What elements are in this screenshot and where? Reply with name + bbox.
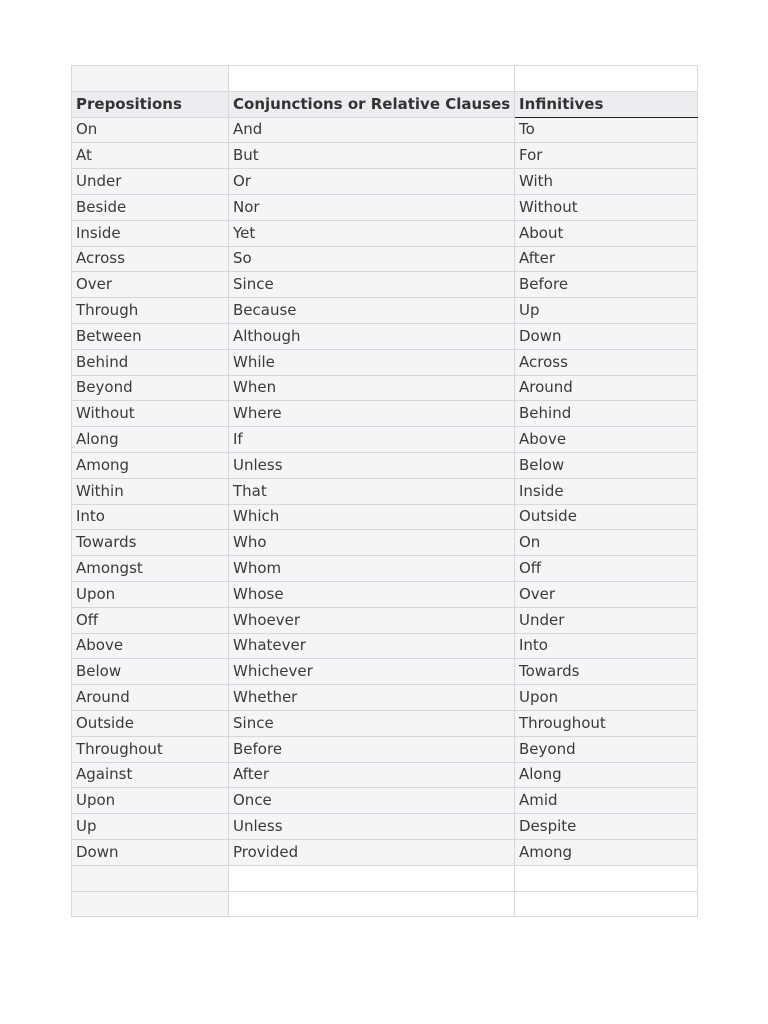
conjunction-cell[interactable]: Unless xyxy=(229,452,515,478)
preposition-cell[interactable]: Amongst xyxy=(72,556,229,582)
conjunction-cell[interactable]: If xyxy=(229,427,515,453)
conjunction-cell[interactable]: After xyxy=(229,762,515,788)
conjunction-cell[interactable]: Whoever xyxy=(229,607,515,633)
preposition-cell[interactable]: Inside xyxy=(72,220,229,246)
conjunction-cell[interactable]: Because xyxy=(229,298,515,324)
table-row xyxy=(72,607,698,633)
preposition-cell[interactable]: Outside xyxy=(72,710,229,736)
conjunction-cell[interactable]: Provided xyxy=(229,839,515,865)
infinitive-cell[interactable]: Before xyxy=(515,272,698,298)
conjunction-cell[interactable]: Who xyxy=(229,530,515,556)
conjunction-cell[interactable]: Before xyxy=(229,736,515,762)
conjunction-cell[interactable]: Which xyxy=(229,504,515,530)
infinitive-cell[interactable]: Above xyxy=(515,427,698,453)
conjunction-cell[interactable]: Or xyxy=(229,169,515,195)
infinitive-cell[interactable]: Upon xyxy=(515,685,698,711)
preposition-cell[interactable]: Along xyxy=(72,427,229,453)
table-row xyxy=(72,349,698,375)
infinitive-cell[interactable]: Off xyxy=(515,556,698,582)
preposition-cell[interactable]: Upon xyxy=(72,788,229,814)
infinitive-cell[interactable]: On xyxy=(515,530,698,556)
empty-cell[interactable] xyxy=(229,66,515,92)
table-row xyxy=(72,839,698,865)
infinitive-cell[interactable]: Without xyxy=(515,194,698,220)
empty-row-bottom xyxy=(72,865,698,891)
table-row xyxy=(72,685,698,711)
infinitive-cell[interactable]: Under xyxy=(515,607,698,633)
table-row xyxy=(72,143,698,169)
infinitive-cell[interactable]: Behind xyxy=(515,401,698,427)
table-row xyxy=(72,814,698,840)
preposition-cell[interactable]: Beside xyxy=(72,194,229,220)
table-row xyxy=(72,504,698,530)
header-conjunctions[interactable]: Conjunctions or Relative Clauses xyxy=(229,91,515,117)
infinitive-cell[interactable]: Across xyxy=(515,349,698,375)
infinitive-cell[interactable]: About xyxy=(515,220,698,246)
conjunction-cell[interactable]: Since xyxy=(229,710,515,736)
preposition-cell[interactable]: Over xyxy=(72,272,229,298)
preposition-cell[interactable]: Below xyxy=(72,659,229,685)
preposition-cell[interactable]: Behind xyxy=(72,349,229,375)
conjunction-cell[interactable]: Yet xyxy=(229,220,515,246)
table-row xyxy=(72,736,698,762)
conjunction-cell[interactable]: Unless xyxy=(229,814,515,840)
infinitive-cell[interactable]: Towards xyxy=(515,659,698,685)
preposition-cell[interactable]: At xyxy=(72,143,229,169)
conjunction-cell[interactable]: So xyxy=(229,246,515,272)
conjunction-cell[interactable]: Whichever xyxy=(229,659,515,685)
table-row xyxy=(72,633,698,659)
preposition-cell[interactable]: Towards xyxy=(72,530,229,556)
infinitive-cell[interactable]: Around xyxy=(515,375,698,401)
preposition-cell[interactable]: Through xyxy=(72,298,229,324)
table-row xyxy=(72,246,698,272)
table-row xyxy=(72,169,698,195)
table-row xyxy=(72,272,698,298)
table-row xyxy=(72,323,698,349)
table-row xyxy=(72,452,698,478)
table-row xyxy=(72,117,698,143)
empty-cell[interactable] xyxy=(515,66,698,92)
infinitive-cell[interactable]: Amid xyxy=(515,788,698,814)
preposition-cell[interactable]: Into xyxy=(72,504,229,530)
conjunction-cell[interactable]: Whose xyxy=(229,581,515,607)
empty-cell[interactable] xyxy=(515,865,698,891)
table-row xyxy=(72,375,698,401)
table-row xyxy=(72,530,698,556)
empty-cell[interactable] xyxy=(72,891,229,917)
empty-cell[interactable] xyxy=(515,891,698,917)
infinitive-cell[interactable]: Into xyxy=(515,633,698,659)
conjunction-cell[interactable]: That xyxy=(229,478,515,504)
table-row xyxy=(72,427,698,453)
infinitive-cell[interactable]: Below xyxy=(515,452,698,478)
table-row xyxy=(72,762,698,788)
header-row xyxy=(72,91,698,117)
header-infinitives[interactable]: Infinitives xyxy=(515,91,698,117)
conjunction-cell[interactable]: While xyxy=(229,349,515,375)
infinitive-cell[interactable]: Beyond xyxy=(515,736,698,762)
infinitive-cell[interactable]: Up xyxy=(515,298,698,324)
infinitive-cell[interactable]: Among xyxy=(515,839,698,865)
conjunction-cell[interactable]: Whatever xyxy=(229,633,515,659)
table-row xyxy=(72,581,698,607)
infinitive-cell[interactable]: After xyxy=(515,246,698,272)
preposition-cell[interactable]: Around xyxy=(72,685,229,711)
conjunction-cell[interactable]: But xyxy=(229,143,515,169)
table-row xyxy=(72,298,698,324)
preposition-cell[interactable]: Throughout xyxy=(72,736,229,762)
table-row xyxy=(72,788,698,814)
preposition-cell[interactable]: Above xyxy=(72,633,229,659)
empty-row-top xyxy=(72,66,698,92)
conjunction-cell[interactable]: And xyxy=(229,117,515,143)
table-row xyxy=(72,401,698,427)
preposition-cell[interactable]: Off xyxy=(72,607,229,633)
infinitive-cell[interactable]: Outside xyxy=(515,504,698,530)
infinitive-cell[interactable]: Despite xyxy=(515,814,698,840)
empty-cell[interactable] xyxy=(72,865,229,891)
empty-row-bottom xyxy=(72,891,698,917)
empty-cell[interactable] xyxy=(72,66,229,92)
preposition-cell[interactable]: Among xyxy=(72,452,229,478)
infinitive-cell[interactable]: Over xyxy=(515,581,698,607)
infinitive-cell[interactable]: To xyxy=(515,117,698,143)
infinitive-cell[interactable]: With xyxy=(515,169,698,195)
infinitive-cell[interactable]: Inside xyxy=(515,478,698,504)
empty-cell[interactable] xyxy=(229,891,515,917)
preposition-cell[interactable]: Between xyxy=(72,323,229,349)
conjunction-cell[interactable]: Once xyxy=(229,788,515,814)
preposition-cell[interactable]: Down xyxy=(72,839,229,865)
preposition-cell[interactable]: Against xyxy=(72,762,229,788)
empty-cell[interactable] xyxy=(229,865,515,891)
table-row xyxy=(72,220,698,246)
conjunction-cell[interactable]: When xyxy=(229,375,515,401)
table-row xyxy=(72,194,698,220)
preposition-cell[interactable]: Upon xyxy=(72,581,229,607)
table-row xyxy=(72,710,698,736)
preposition-cell[interactable]: On xyxy=(72,117,229,143)
conjunction-cell[interactable]: Since xyxy=(229,272,515,298)
preposition-cell[interactable]: Without xyxy=(72,401,229,427)
infinitive-cell[interactable]: For xyxy=(515,143,698,169)
conjunction-cell[interactable]: Although xyxy=(229,323,515,349)
preposition-cell[interactable]: Within xyxy=(72,478,229,504)
preposition-cell[interactable]: Under xyxy=(72,169,229,195)
preposition-cell[interactable]: Beyond xyxy=(72,375,229,401)
conjunction-cell[interactable]: Nor xyxy=(229,194,515,220)
word-table-body xyxy=(72,66,698,917)
table-row xyxy=(72,659,698,685)
table-row xyxy=(72,478,698,504)
header-prepositions[interactable]: Prepositions xyxy=(72,91,229,117)
preposition-cell[interactable]: Up xyxy=(72,814,229,840)
infinitive-cell[interactable]: Down xyxy=(515,323,698,349)
conjunction-cell[interactable]: Whether xyxy=(229,685,515,711)
preposition-cell[interactable]: Across xyxy=(72,246,229,272)
infinitive-cell[interactable]: Along xyxy=(515,762,698,788)
conjunction-cell[interactable]: Whom xyxy=(229,556,515,582)
infinitive-cell[interactable]: Throughout xyxy=(515,710,698,736)
word-table xyxy=(71,65,698,917)
table-row xyxy=(72,556,698,582)
conjunction-cell[interactable]: Where xyxy=(229,401,515,427)
